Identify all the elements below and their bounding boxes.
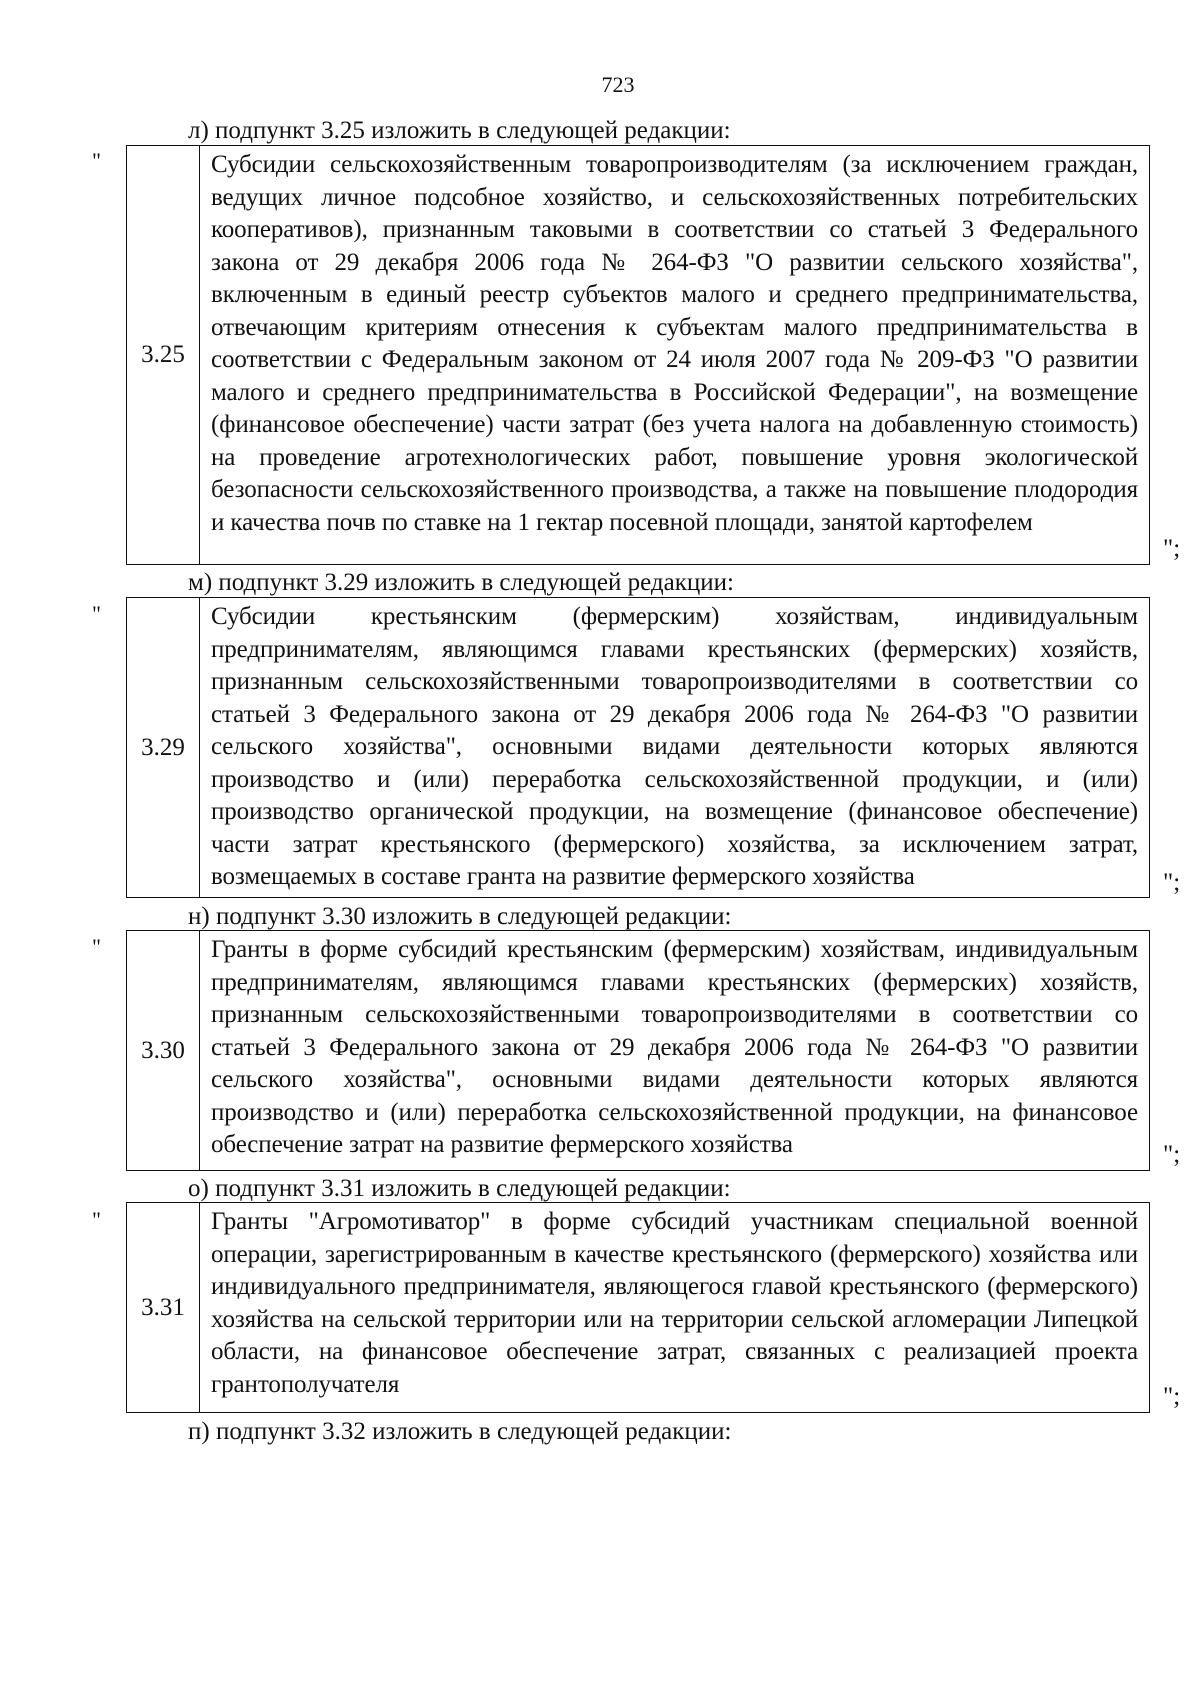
close-quote-3-31: "; [1163, 1383, 1181, 1410]
amendment-table-3-29 [126, 597, 1150, 898]
table-text-cell-3-29: Субсидии крестьянским (фермерским) хозяйствам, индивидуальным предпринимателям, являющимся главами крестьянских (фермерских) хозяйств, признанным сельскохозяйственными товаропроизводителями в соответствии со статьей 3 Федерального закона от 29 декабря 2006 года № 264-ФЗ "О развитии сельского хозяйства", основными видами деятельности которых являются производство и (или) переработка сельскохозяйственной продукции, и (или) производство органической продукции, на возмещение (финансовое обеспечение) части затрат крестьянского (фермерского) хозяйства, за исключением затрат, возмещаемых в составе гранта на развитие фермерского хозяйства [211, 603, 1138, 890]
table-text-cell-3-30: Гранты в форме субсидий крестьянским (фермерским) хозяйствам, индивидуальным предпринимателям, являющимся главами крестьянских (фермерских) хозяйств, признанным сельскохозяйственными товаропроизводителями в соответствии со статьей 3 Федерального закона от 29 декабря 2006 года № 264-ФЗ "О развитии сельского хозяйства", основными видами деятельности которых являются производство и (или) переработка сельскохозяйственной продукции, на финансовое обеспечение затрат на развитие фермерского хозяйства [211, 936, 1138, 1158]
close-quote-3-29: "; [1163, 869, 1181, 896]
close-quote-3-30: "; [1163, 1141, 1181, 1168]
close-quote-3-25: "; [1163, 535, 1181, 562]
table-text-cell-3-25: Субсидии сельскохозяйственным товаропроизводителям (за исключением граждан, ведущих личное подсобное хозяйство, и сельскохозяйственных потребительских кооперативов), признанным таковыми в соответствии со статьей 3 Федерального закона от 29 декабря 2006 года № 264-ФЗ "О развитии сельского хозяйства", включенным в единый реестр субъектов малого и среднего предпринимательства, отвечающим критериям отнесения к субъектам малого предпринимательства в соответствии с Федеральным законом от 24 июля 2007 года № 209-ФЗ "О развитии малого и среднего предпринимательства в Российской Федерации", на возмещение (финансовое обеспечение) части затрат (без учета налога на добавленную стоимость) на проведение агротехнологических работ, повышение уровня экологической безопасности сельскохозяйственного производства, а также на повышение плодородия и качества почв по ставке на 1 гектар посевной площади, занятой картофелем [211, 151, 1138, 536]
open-quote-3-30: " [92, 934, 101, 959]
amendment-intro-3-31: о) подпункт 3.31 изложить в следующей редакции: [188, 1175, 731, 1202]
amendment-table-3-30 [126, 930, 1150, 1171]
amendment-intro-3-25: л) подпункт 3.25 изложить в следующей редакции: [188, 117, 731, 144]
table-number-cell-3-29: 3.29 [127, 598, 200, 897]
open-quote-3-29: " [92, 601, 101, 626]
table-text-cell-3-31: Гранты "Агромотиватор" в форме субсидий участникам специальной военной операции, зарегистрированным в качестве крестьянского (фермерского) хозяйства или индивидуального предпринимателя, являющегося главой крестьянского (фермерского) хозяйства на сельской территории или на территории сельской агломерации Липецкой области, на финансовое обеспечение затрат, связанных с реализацией проекта грантополучателя [211, 1208, 1138, 1398]
table-number-cell-3-25: 3.25 [127, 146, 200, 564]
table-number-cell-3-31: 3.31 [127, 1203, 200, 1412]
page-number: 723 [601, 72, 635, 97]
amendment-intro-3-29: м) подпункт 3.29 изложить в следующей редакции: [188, 569, 734, 596]
table-number-cell-3-30: 3.30 [127, 931, 200, 1170]
amendment-intro-3-32: п) подпункт 3.32 изложить в следующей редакции: [188, 1418, 732, 1445]
amendment-intro-3-30: н) подпункт 3.30 изложить в следующей редакции: [188, 903, 732, 930]
amendment-table-3-25 [126, 145, 1150, 565]
open-quote-3-31: " [92, 1207, 101, 1232]
amendment-table-3-31 [126, 1202, 1150, 1413]
open-quote-3-25: " [92, 148, 101, 173]
